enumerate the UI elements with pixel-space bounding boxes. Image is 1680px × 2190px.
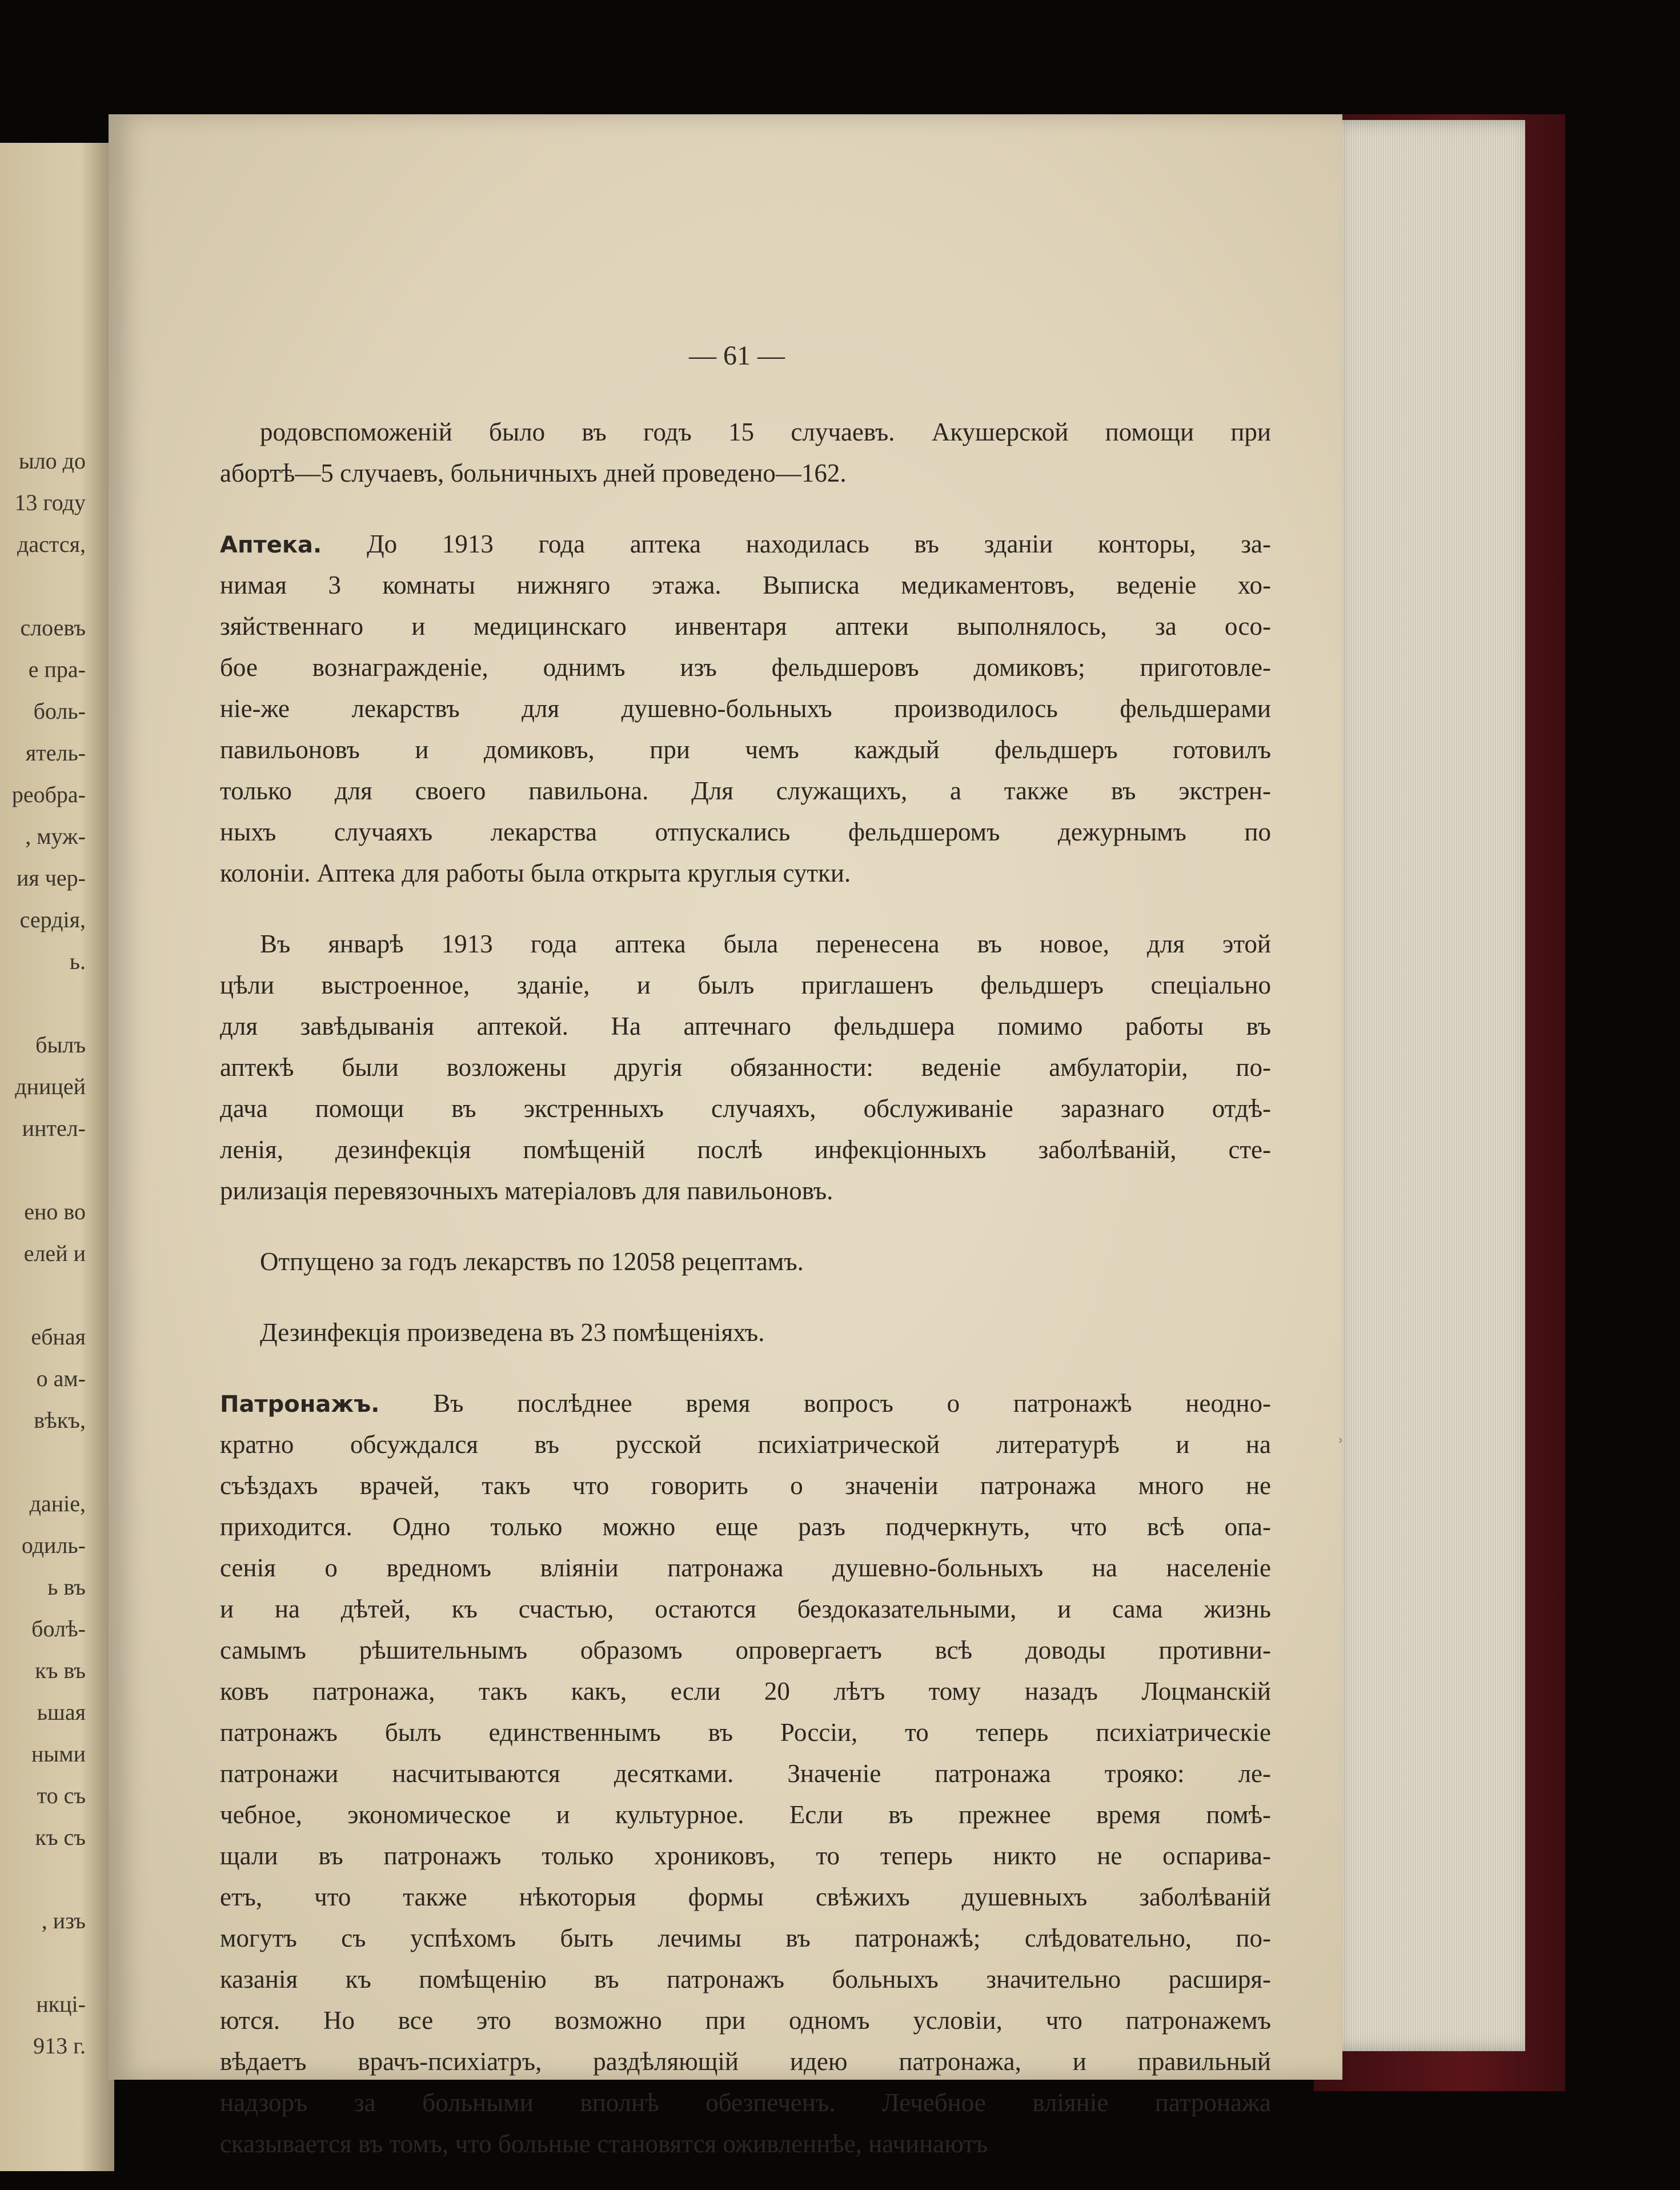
- text-line-content: могутъ съ успѣхомъ быть лечимы въ патронажѣ; слѣдовательно, по-: [220, 1924, 1271, 1952]
- text-line-content: сказывается въ томъ, что больные становятся оживленнѣе, начинаютъ: [220, 2129, 988, 2158]
- left-page-fragment: нкці-: [36, 1991, 86, 2017]
- text-line-content: чебное, экономическое и культурное. Если въ прежнее время помѣ-: [220, 1800, 1271, 1829]
- left-page-fragment: былъ: [35, 1032, 86, 1058]
- text-line-content: дача помощи въ экстренныхъ случаяхъ, обслуживаніе заразнаго отдѣ-: [220, 1094, 1271, 1123]
- left-page-fragment: сердія,: [19, 907, 86, 932]
- text-line: [220, 2123, 1271, 2164]
- left-page-fragment: ь въ: [47, 1574, 86, 1600]
- paragraph: [220, 1312, 1271, 1353]
- text-line: [220, 606, 1271, 647]
- text-line-content: До 1913 года аптека находилась въ зданіи конторы, за-: [366, 530, 1271, 558]
- left-page-fragment: [0, 565, 86, 607]
- text-line-content: абортѣ—5 случаевъ, больничныхъ дней проведено—162.: [220, 459, 847, 487]
- paragraph: [220, 1241, 1271, 1282]
- text-line: [220, 1424, 1271, 1465]
- left-page-fragment: боль-: [33, 698, 86, 724]
- text-line-content: Въ послѣднее время вопросъ о патронажѣ неодно-: [433, 1389, 1271, 1418]
- left-page-fragment: ятель-: [25, 740, 86, 766]
- page-body: [220, 411, 1271, 2164]
- text-line: [220, 729, 1271, 770]
- left-page-fragment: ия чер-: [17, 865, 86, 891]
- text-line: [220, 1630, 1271, 1671]
- paragraph-gap: [220, 1353, 1271, 1383]
- left-page-fragment: 13 году: [14, 490, 86, 515]
- text-line-content: кратно обсуждался въ русской психіатрической литературѣ и на: [220, 1430, 1271, 1459]
- left-page-fragment: [0, 1941, 86, 1983]
- text-line-content: зяйственнаго и медицинскаго инвентаря аптеки выполнялось, за осо-: [220, 612, 1271, 640]
- page-stain: ˒: [1337, 1423, 1345, 1449]
- left-page-fragment: [0, 1149, 86, 1191]
- left-page-fragment: къ съ: [35, 1824, 86, 1850]
- left-page-fragment: [0, 982, 86, 1024]
- text-line-content: рилизація перевязочныхъ матеріаловъ для павильоновъ.: [220, 1176, 833, 1205]
- paragraph-gap: [220, 494, 1271, 523]
- text-line-content: казанія къ помѣщенію въ патронажъ больныхъ значительно расширя-: [220, 1965, 1271, 1993]
- left-page-fragment: интел-: [22, 1115, 86, 1141]
- text-line-content: Отпущено за годъ лекарствъ по 12058 рецептамъ.: [260, 1247, 804, 1276]
- text-line: [220, 1170, 1271, 1211]
- paragraph-gap: [220, 1211, 1271, 1241]
- text-line-content: Дезинфекція произведена въ 23 помѣщеніяхъ.: [260, 1318, 765, 1347]
- text-line: [220, 1088, 1271, 1129]
- left-page-fragment: ебная: [31, 1324, 86, 1350]
- text-line: [220, 1876, 1271, 1917]
- text-line: [220, 564, 1271, 606]
- left-page-fragment: ыло до: [18, 448, 86, 474]
- text-line-content: ковъ патронажа, такъ какъ, если 20 лѣтъ тому назадъ Лоцманскій: [220, 1677, 1271, 1705]
- paragraph: [220, 411, 1271, 494]
- text-line-content: етъ, что также нѣкоторыя формы свѣжихъ душевныхъ заболѣваній: [220, 1883, 1271, 1911]
- text-line: [220, 1712, 1271, 1753]
- text-line-content: ныхъ случаяхъ лекарства отпускались фельдшеромъ дежурнымъ по: [220, 818, 1271, 846]
- text-line: [220, 1047, 1271, 1088]
- text-line: [220, 1588, 1271, 1630]
- text-line: [220, 1241, 1271, 1282]
- book-page: [109, 114, 1345, 2158]
- page-number: — 61 —: [689, 341, 785, 371]
- text-line: [220, 1506, 1271, 1547]
- text-line-content: родовспоможеній было въ годъ 15 случаевъ. Акушерской помощи при: [260, 418, 1271, 446]
- left-page-fragment: даніе,: [29, 1491, 86, 1516]
- left-page-fragment: вѣкъ,: [34, 1407, 86, 1433]
- left-page-fragment: о ам-: [36, 1366, 86, 1391]
- left-page-fragment: , муж-: [25, 823, 86, 849]
- text-line: [220, 688, 1271, 729]
- text-line-content: съѣздахъ врачей, такъ что говорить о значеніи патронажа много не: [220, 1471, 1271, 1500]
- text-line-content: самымъ рѣшительнымъ образомъ опровергаетъ всѣ доводы противни-: [220, 1636, 1271, 1664]
- text-line: [220, 1312, 1271, 1353]
- left-page-fragment: елей и: [23, 1240, 86, 1266]
- text-line-content: ются. Но все это возможно при одномъ условіи, что патронажемъ: [220, 2006, 1271, 2035]
- text-line-content: и на дѣтей, къ счастью, остаются бездоказательными, и сама жизнь: [220, 1595, 1271, 1623]
- left-page-fragment: то съ: [37, 1783, 86, 1808]
- text-line: [220, 811, 1271, 852]
- left-page-fragment: ьшая: [37, 1699, 86, 1725]
- text-line: [220, 770, 1271, 811]
- text-line: [220, 1671, 1271, 1712]
- text-line-content: цѣли выстроенное, зданіе, и былъ приглашенъ фельдшеръ спеціально: [220, 971, 1271, 999]
- text-line: [220, 2000, 1271, 2041]
- left-page-fragment: дницей: [15, 1074, 86, 1099]
- text-line: [220, 647, 1271, 688]
- text-line: [220, 852, 1271, 894]
- text-line-content: павильоновъ и домиковъ, при чемъ каждый фельдшеръ готовилъ: [220, 735, 1271, 764]
- text-line-content: бое вознагражденіе, однимъ изъ фельдшеровъ домиковъ; приготовле-: [220, 653, 1271, 682]
- text-line: [220, 1465, 1271, 1506]
- left-page-fragment: ено во: [24, 1199, 86, 1224]
- text-line-content: для завѣдыванія аптекой. На аптечнаго фельдшера помимо работы въ: [220, 1012, 1271, 1040]
- text-line-content: щали въ патронажъ только хрониковъ, то теперь никто не оспарива-: [220, 1841, 1271, 1870]
- left-page-fragment: дастся,: [17, 531, 86, 557]
- text-line: [220, 1959, 1271, 2000]
- left-page-fragment: реобра-: [11, 782, 86, 807]
- text-line-content: аптекѣ были возложены другія обязанности: веденіе амбулаторіи, по-: [220, 1053, 1271, 1082]
- text-line: [220, 2041, 1271, 2082]
- text-line: [220, 1794, 1271, 1835]
- left-page-fragment: [0, 1441, 86, 1483]
- text-line: [220, 923, 1271, 964]
- left-page-fragment: 913 г.: [33, 2033, 86, 2059]
- section-heading: Аптека.: [220, 532, 322, 558]
- text-line: [220, 1383, 1271, 1424]
- text-line: [220, 1006, 1271, 1047]
- text-line-content: надзоръ за больными вполнѣ обезпеченъ. Лечебное вліяніе патронажа: [220, 2088, 1271, 2117]
- text-line: [220, 1129, 1271, 1170]
- text-line: [220, 411, 1271, 453]
- text-line-content: патронажъ былъ единственнымъ въ Россіи, то теперь психіатрическіе: [220, 1718, 1271, 1747]
- text-line-content: приходится. Одно только можно еще разъ подчеркнуть, что всѣ опа-: [220, 1512, 1271, 1541]
- text-line: [220, 1753, 1271, 1794]
- text-line-content: Въ январѣ 1913 года аптека была перенесена въ новое, для этой: [260, 930, 1271, 958]
- text-line-content: патронажи насчитываются десятками. Значеніе патронажа трояко: ле-: [220, 1759, 1271, 1788]
- paragraph: [220, 523, 1271, 894]
- page-edges: [1331, 120, 1525, 2051]
- text-line: [220, 1835, 1271, 1876]
- text-line: [220, 964, 1271, 1006]
- text-line-content: сенія о вредномъ вліяніи патронажа душевно-больныхъ на населеніе: [220, 1554, 1271, 1582]
- text-line: [220, 1917, 1271, 1959]
- left-page-fragment: слоевъ: [20, 615, 86, 640]
- text-line-content: только для своего павильона. Для служащихъ, а также въ экстрен-: [220, 776, 1271, 805]
- text-line: [220, 523, 1271, 564]
- text-line-content: колоніи. Аптека для работы была открыта круглыя сутки.: [220, 859, 851, 887]
- paragraph: [220, 1383, 1271, 2164]
- text-line: [220, 1547, 1271, 1588]
- text-line-content: вѣдаетъ врачъ-психіатръ, раздѣляющій идею патронажа, и правильный: [220, 2047, 1271, 2076]
- left-page-fragment: [0, 1274, 86, 1316]
- left-page-fragment: одиль-: [21, 1532, 86, 1558]
- text-line-content: нимая 3 комнаты нижняго этажа. Выписка медикаментовъ, веденіе хо-: [220, 571, 1271, 599]
- text-line: [220, 2082, 1271, 2123]
- left-page-fragment: болѣ-: [31, 1616, 86, 1642]
- left-page-fragment: , изъ: [41, 1908, 86, 1933]
- left-page-fragment: ными: [31, 1741, 86, 1767]
- left-page-fragment: ь.: [69, 948, 86, 974]
- left-page-text: [0, 440, 86, 2067]
- left-page-fragment: е пра-: [28, 656, 86, 682]
- paragraph: [220, 923, 1271, 1211]
- left-page-fragment: [0, 1858, 86, 1900]
- paragraph-gap: [220, 894, 1271, 923]
- left-page: [0, 143, 114, 2171]
- left-page-fragment: къ въ: [35, 1657, 86, 1683]
- paragraph-gap: [220, 1282, 1271, 1312]
- text-line: [220, 453, 1271, 494]
- text-line-content: ленія, дезинфекція помѣщеній послѣ инфекціонныхъ заболѣваній, сте-: [220, 1135, 1271, 1164]
- text-line-content: ніе-же лекарствъ для душевно-больныхъ производилось фельдшерами: [220, 694, 1271, 723]
- section-heading: Патронажъ.: [220, 1391, 380, 1418]
